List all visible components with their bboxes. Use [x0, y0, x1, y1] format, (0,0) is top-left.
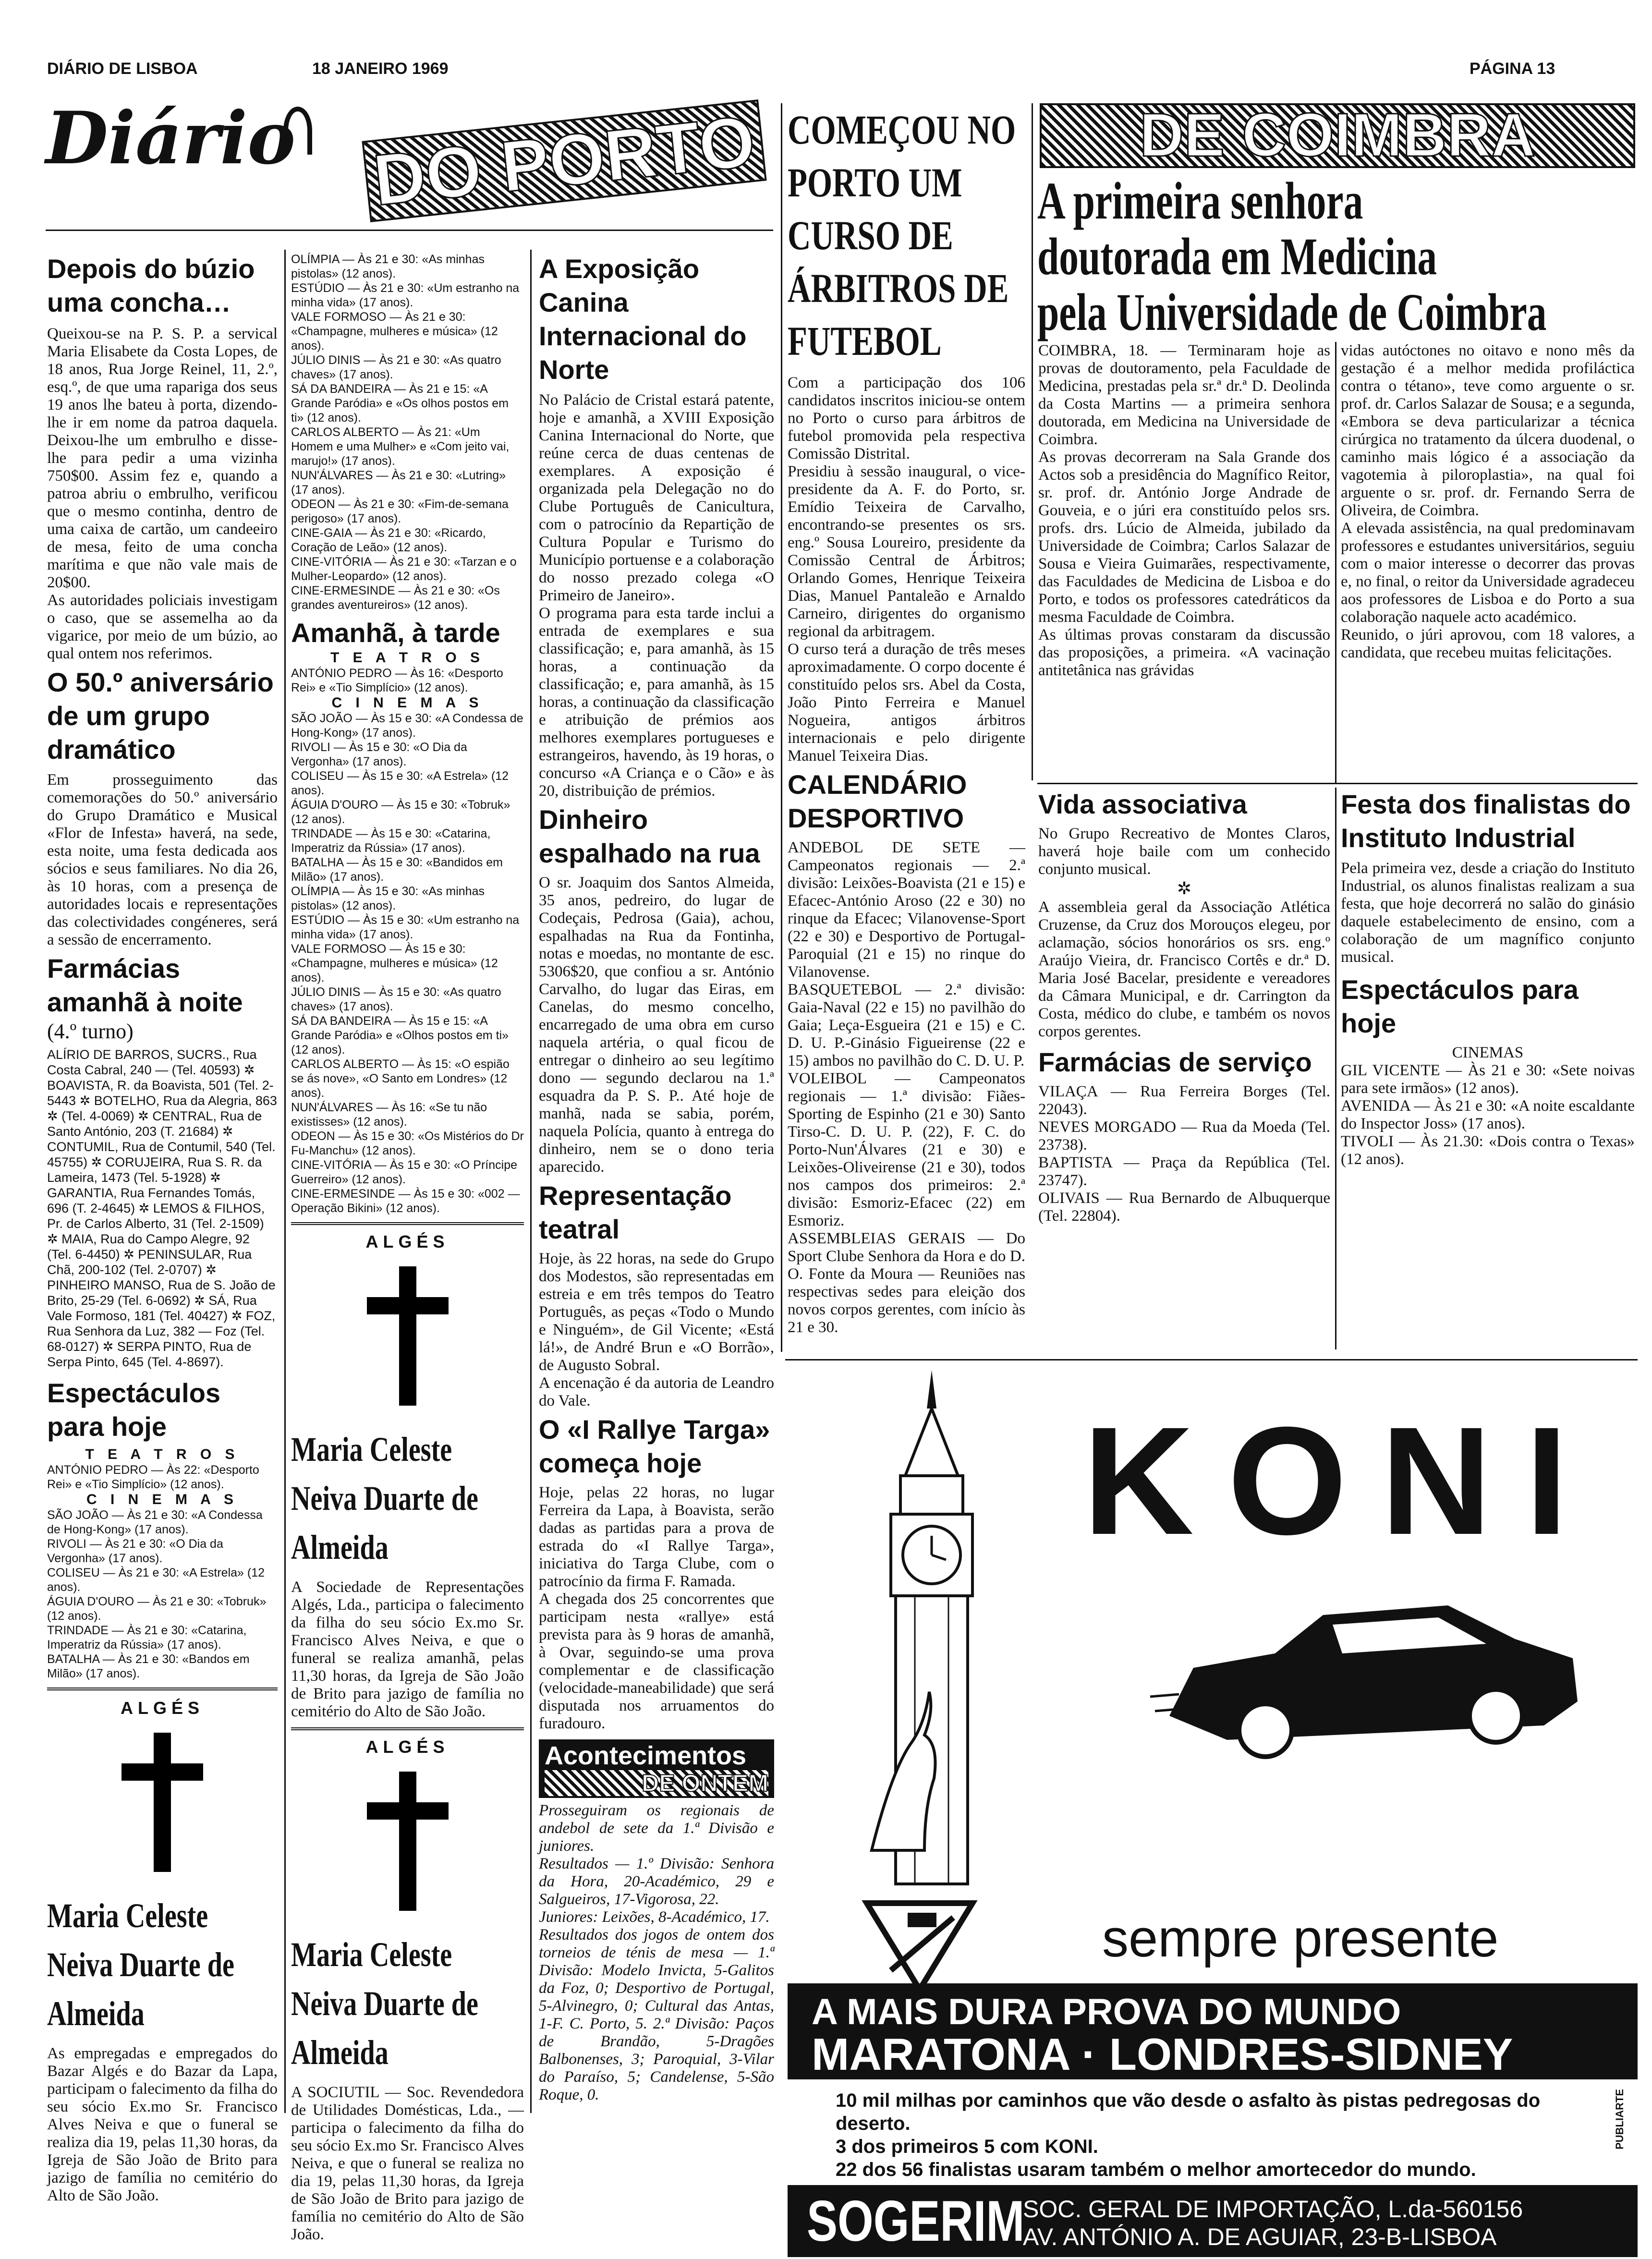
- calendario-andebol: ANDEBOL DE SETE — Campeonatos regionais — 2.ª divisão: Leixões-Boavista (21 e 15) e Efacec-António Aroso (22 e 30) no rinque da Efacec; Vilanovense-Sport (22 e 30) e Desportivo de Portugal-Paroquial (21 e 15) no rinque do Vilanovense.: [788, 839, 1025, 981]
- teatros-label: T E A T R O S: [330, 650, 485, 666]
- list-item: CINE-ERMESINDE — Às 15 e 30: «002 — Operação Bikini» (12 anos).: [291, 1187, 520, 1215]
- ad-banner: [788, 1983, 1638, 2079]
- obit-text: As empregadas e empregados do Bazar Algés e do Bazar da Lapa, participam o falecimento da filha do seu sócio Ex.mo Sr. Francisco Alves Neiva e que o funeral se realiza dia 19, pelas 11,30 horas, da Igreja de São João de Brito para jazigo de família no cemitério do Alto de São João.: [47, 2045, 278, 2204]
- paper-name: DIÁRIO DE LISBOA: [47, 60, 198, 78]
- asterisk-divider: ✲: [1177, 879, 1192, 898]
- list-item: OLÍMPIA — Às 15 e 30: «As minhas pistolas» (12 anos).: [291, 885, 485, 912]
- agency-credit: PUBLIARTE: [1614, 2089, 1626, 2150]
- ad-copy: [836, 2089, 1556, 2181]
- banner-line-2: MARATONA · LONDRES-SIDNEY: [812, 2029, 1513, 2079]
- car-illustration: [1150, 1586, 1592, 1759]
- acontecimentos-p3: Juniores: Leixões, 8-Académico, 17.: [539, 1908, 770, 1926]
- list-item: RIVOLI — Às 15 e 30: «O Dia da Vergonha» (17 anos).: [291, 741, 467, 768]
- obit-place: ALGÉS: [120, 1698, 204, 1718]
- obit-name: Maria Celeste Neiva Duarte de Almeida: [291, 1935, 478, 2072]
- masthead-rule: [46, 230, 773, 231]
- coimbra-col-b: [1341, 342, 1635, 784]
- coimbra-col-a: [1038, 342, 1330, 784]
- cinemas-list-cont: [291, 252, 524, 612]
- article-buzio-p1: Queixou-se na P. S. P. a servical Maria Elisabete da Costa Lopes, de 18 anos, Rua Jorge Reinel, 11, 2.º, esq.º, de que uma rapariga dos seus 19 anos lhe bateu à porta, dizendo-lhe ir em nome da patroa daquela. Deixou-lhe um embrulho e disse-lhe para pedir a uma vizinha 750$00. Assim fez e, quando a patroa abriu o embrulho, verificou que o mesmo continha, dentro de uma caixa de cartão, um candeeiro de mesa, feito de uma concha marítima e que não vale mais de 20$00.: [47, 325, 278, 591]
- banner-line-1: A MAIS DURA PROVA DO MUNDO: [812, 1992, 1401, 2032]
- cross-icon: [367, 1772, 449, 1911]
- page-number: PÁGINA 13: [1470, 60, 1555, 78]
- headline-aniversario: O 50.º aniversário de um grupo dramático: [47, 667, 274, 765]
- espectaculos-coimbra-list: [1341, 1062, 1635, 1168]
- headline-representacao: Representação teatral: [539, 1180, 732, 1244]
- list-item: BATALHA — Às 15 e 30: «Bandidos em Milão» (17 anos).: [291, 856, 503, 884]
- list-item: ODEON — Às 21 e 30: «Fim-de-semana perigoso» (17 anos).: [291, 498, 509, 525]
- headline-espectaculos: Espectáculos para hoje: [47, 1378, 221, 1442]
- coimbra-col-d: [1341, 788, 1635, 1349]
- coimbra-p3: As últimas provas constaram da discussão das proposições, a primeira. «A vacinação antitetânica nas grávidas: [1038, 626, 1330, 679]
- headline-dinheiro: Dinheiro espalhado na rua: [539, 804, 760, 868]
- list-item: CARLOS ALBERTO — Às 21: «Um Homem e uma Mulher» e «Com jeito vai, marujo!» (17 anos).: [291, 425, 510, 468]
- vida-p2: A assembleia geral da Associação Atlética Cruzense, da Cruz dos Morouços elegeu, por aclamação, sócios honorários os srs. eng.º Araújo Vieira, dr. Francisco Cortês e dr.ª D. Maria José Bacelar, presidente e vereadores da Câmara Municipal, e dr. Carrington da Costa, médico do clube, e também os novos corpos gerentes.: [1038, 899, 1330, 1040]
- calendario-basquetebol: BASQUETEBOL — 2.ª divisão: Gaia-Naval (22 e 15) no pavilhão do Gaia; Leça-Esgueira (21 e 15) e C. D. U. P.-Ginásio Figueirense (22 e 15) ambos no pavilhão do C. D. U. P.: [788, 981, 1025, 1069]
- column-rule: [781, 103, 782, 1352]
- column-rule: [284, 250, 286, 2113]
- column-rule: [1335, 788, 1336, 1349]
- coimbra-p1: COIMBRA, 18. — Terminaram hoje as provas de doutoramento, pela Faculdade de Medicina, prestadas pela sr.ª dr.ª D. Deolinda da Costa Martins — a primeira senhora doutorada, em Medicina na Universidade de Coimbra.: [1038, 342, 1330, 448]
- headline-vida: Vida associativa: [1038, 789, 1247, 819]
- obit-text: A Sociedade de Representações Algés, Lda., participa o falecimento da filha do seu sócio Ex.mo Sr. Francisco Alves Neiva, e que o funeral se realiza amanhã, pelas 11,30 horas, da Igreja de São João de Brito para jazigo de família no cemitério do Alto de São João.: [291, 1579, 524, 1720]
- list-item: NUN'ÁLVARES — Às 21 e 30: «Lutring» (17 anos).: [291, 469, 506, 497]
- acontecimentos-banner: [539, 1739, 774, 1798]
- column-4: [788, 103, 1025, 1352]
- headline-line: A primeira senhora: [1037, 171, 1363, 230]
- list-item: TRINDADE — Às 21 e 30: «Catarina, Imperatriz da Rússia» (17 anos).: [47, 1624, 247, 1652]
- koni-slogan: sempre presente: [1102, 1909, 1499, 1968]
- acontecimentos-p4: Resultados dos jogos de ontem dos torneios de ténis de mesa — 1.ª Divisão: Modelo Invicta, 5-Galitos da Foz, 0; Desportivo de Portugal, 5-Alvinegro, 0; Cultural das Antas, 1-F. C. Porto, 5. 2.ª Divisão: Paços de Brandão, 5-Dragões Balbonenses, 3; Paroquial, 3-Vilar do Paraíso, 5; Candelense, 5-São Roque, 0.: [539, 1926, 774, 2103]
- list-item: TIVOLI — Às 21.30: «Dois contra o Texas» (12 anos).: [1341, 1133, 1635, 1168]
- list-item: BATALHA — Às 21 e 30: «Bandos em Milão» (17 anos).: [47, 1652, 250, 1680]
- cinemas-label: CINEMAS: [1452, 1044, 1524, 1061]
- calendario-assembleias: ASSEMBLEIAS GERAIS — Do Sport Clube Senhora da Hora e do D. O. Fonte da Moura — Reuniões nas respectivas sedes para eleição dos novos corpos gerentes, com início às 21 e 30.: [788, 1230, 1025, 1336]
- cross-icon: [121, 1733, 203, 1872]
- column-1: [47, 252, 278, 2221]
- farmacias-turno: (4.º turno): [47, 1020, 134, 1043]
- teatros-list: [47, 1463, 278, 1492]
- coimbra-p5: A elevada assistência, na qual predominavam professores e estudantes universitários, seguiu com o maior interesse o decorrer das provas e, no final, o reitor da Universidade agradeceu aos professores de Lisboa e do Porto a sua colaboração naquele acto académico.: [1341, 520, 1635, 626]
- list-item: TRINDADE — Às 15 e 30: «Catarina, Imperatriz da Rússia» (17 anos).: [291, 827, 491, 855]
- obit-name: Maria Celeste Neiva Duarte de Almeida: [291, 1430, 478, 1567]
- cinemas-list: [47, 1508, 278, 1681]
- headline-farmacias: Farmácias amanhã à noite: [47, 953, 243, 1017]
- koni-brand: KONI: [1083, 1395, 1602, 1567]
- acontecimentos-p1: Prosseguiram os regionais de andebol de sete da 1.ª Divisão e juniores.: [539, 1802, 774, 1855]
- coimbra-p6: Reunido, o júri aprovou, com 18 valores, a candidata, que recebeu muitas felicitações.: [1341, 626, 1635, 661]
- cinemas-label: C I N E M A S: [331, 695, 484, 711]
- article-representacao-p2: A encenação é da autoria de Leandro do Vale.: [539, 1374, 774, 1409]
- masthead-flourish: [283, 107, 312, 155]
- sogerim-address-1: SOC. GERAL DE IMPORTAÇÃO, L.da-560156: [1023, 2196, 1523, 2223]
- list-item: SÃO JOÃO — Às 15 e 30: «A Condessa de Hong-Kong» (17 anos).: [291, 712, 523, 740]
- article-aniversario: Em prosseguimento das comemorações do 50.º aniversário do Grupo Dramático e Musical «Flor de Infesta» haverá, na sede, esta noite, uma festa dedicada aos sócios e seus familiares. No dia 26, às 10 horas, com a presença de autoridades locais e representações das colectividades congéneres, será a sessão de encerramento.: [47, 771, 278, 948]
- headline-espectaculos-coimbra: Espectáculos para hoje: [1341, 974, 1579, 1038]
- acontecimentos-subtitle: DE ONTEM: [545, 1770, 768, 1796]
- sogerim-address-2: AV. ANTÓNIO A. DE AGUIAR, 23-B-LISBOA: [1023, 2223, 1497, 2250]
- coimbra-band: DE COIMBRA: [1040, 103, 1635, 168]
- obit-name: Maria Celeste Neiva Duarte de Almeida: [47, 1896, 234, 2033]
- acontecimentos-title: Acontecimentos: [545, 1741, 747, 1770]
- list-item: OLIVAIS — Rua Bernardo de Albuquerque (Tel. 22804).: [1038, 1190, 1330, 1225]
- article-exposicao-p2: O programa para esta tarde inclui a entrada de exemplares e sua classificação; e, para amanhã, às 15 horas, a continuação da classificação; e, para amanhã, às 15 horas, a continuação da classificação e atribuição de prémios aos melhores exemplares portugueses e estrangeiros, havendo, às 19 horas, o concurso «A Criança e o Cão» e às 20, distribuição de prémios.: [539, 605, 774, 800]
- list-item: CINE-GAIA — Às 21 e 30: «Ricardo, Coração de Leão» (12 anos).: [291, 526, 486, 554]
- article-arbitros-p2: Presidiu à sessão inaugural, o vice-presidente da A. F. do Porto, sr. Emídio Teixeira de Carvalho, encontrando-se presentes os srs. eng.º Sousa Loureiro, presidente da Comissão Central de Árbitros; Orlando Gomes, Henrique Teixeira Dias, Manuel Pantaleão e Arnaldo Carneiro, dirigentes do organismo regional da arbitragem.: [788, 463, 1025, 640]
- list-item: JÚLIO DINIS — Às 15 e 30: «As quatro chaves» (17 anos).: [291, 985, 501, 1013]
- column-3: [539, 252, 774, 2221]
- masthead-script: Diário: [46, 96, 296, 181]
- article-rallye-p2: A chegada dos 25 concorrentes que participam nesta «rallye» está prevista para às 9 horas de amanhã, à Ovar, seguindo-se uma prova complementar e de classificação (velocidade-maneabilidade) que será disputada nos arruamentos do furadouro.: [539, 1591, 774, 1732]
- section-rule: [1037, 783, 1638, 784]
- list-item: SÃO JOÃO — Às 21 e 30: «A Condessa de Hong-Kong» (17 anos).: [47, 1508, 263, 1536]
- list-item: GIL VICENTE — Às 21 e 30: «Sete noivas para sete irmãos» (12 anos).: [1341, 1062, 1635, 1097]
- list-item: JÚLIO DINIS — Às 21 e 30: «As quatro chaves» (17 anos).: [291, 353, 501, 381]
- column-2: [291, 252, 524, 2243]
- article-rallye-p1: Hoje, pelas 22 horas, no lugar Ferreira da Lapa, à Boavista, serão dadas as partidas para a prova de estrada do «I Rallye Targa», iniciativa do Targa Clube, com o patrocínio da firma F. Ramada.: [539, 1484, 774, 1590]
- list-item: CINE-VITÓRIA — Às 15 e 30: «O Príncipe Guerreiro» (12 anos).: [291, 1158, 518, 1186]
- list-item: ANTÓNIO PEDRO — Às 16: «Desporto Rei» e «Tio Simplício» (12 anos).: [291, 667, 503, 694]
- list-item: CINE-ERMESINDE — Às 21 e 30: «Os grandes aventureiros» (12 anos).: [291, 584, 500, 612]
- pharmacy-list: ALÍRIO DE BARROS, SUCRS., Rua Costa Cabral, 240 — (Tel. 40593) ✲ BOAVISTA, R. da Boavista, 501 (Tel. 2-5443 ✲ BOTELHO, Rua da Alegria, 863 ✲ (Tel. 4-0069) ✲ CENTRAL, Rua de Santo António, 203 (T. 21684) ✲ CONTUMIL, Rua de Contumil, 540 (Tel. 45755) ✲ CORUJEIRA, Rua S. R. da Lameira, 1473 (Tel. 5-1928) ✲ GARANTIA, Rua Fernandes Tomás, 696 (T. 2-4645) ✲ LEMOS & FILHOS, Pr. de Carlos Alberto, 31 (Tel. 2-1509) ✲ MAIA, Rua do Campo Alegre, 92 (Tel. 6-4450) ✲ PENINSULAR, Rua Chã, 200-102 (Tel. 2-0707) ✲ PINHEIRO MANSO, Rua de S. João de Brito, 25-29 (Tel. 6-0692) ✲ SÁ, Rua Vale Formoso, 181 (Tel. 40427) ✲ FOZ, Rua Senhora da Luz, 382 — Foz (Tel. 68-0127) ✲ SERPA PINTO, Rua de Serpa Pinto, 645 (Tel. 4-8697).: [47, 1047, 277, 1369]
- cinemas-list-amanha: [291, 711, 524, 1215]
- headline-line: doutorada em Medicina: [1037, 227, 1437, 286]
- coimbra-headline: [1037, 173, 1638, 340]
- cinemas-label: C I N E M A S: [86, 1492, 239, 1507]
- obituary-1: [47, 1688, 278, 2205]
- column-rule: [530, 250, 532, 2113]
- list-item: CINE-VITÓRIA — Às 21 e 30: «Tarzan e o Mulher-Leopardo» (12 anos).: [291, 555, 517, 583]
- obit-place: ALGÉS: [365, 1737, 449, 1757]
- list-item: VALE FORMOSO — Às 21 e 30: «Champagne, mulheres e música» (12 anos).: [291, 310, 498, 352]
- farmacias-coimbra-list: [1038, 1083, 1330, 1225]
- cross-icon: [367, 1266, 449, 1406]
- list-item: ODEON — Às 15 e 30: «Os Mistérios do Dr Fu-Manchu» (12 anos).: [291, 1130, 524, 1157]
- big-ben-illustration: [843, 1370, 1020, 1898]
- obituary-2: [291, 1222, 524, 1721]
- issue-date: 18 JANEIRO 1969: [312, 60, 449, 78]
- coimbra-p4: vidas autóctones no oitavo e nono mês da gestação é a melhor medida profiláctica contra o tétano», teve como arguente o sr. prof. dr. Carlos Salazar de Sousa; e a segunda, «Embora se deva particularizar a técnica cirúrgica no tratamento da úlcera duodenal, o caminho mais lógico é a associação da vagotemia à piloroplastia», na qual foi arguente o sr. prof. dr. Fernando Serra de Oliveira, de Coimbra.: [1341, 342, 1635, 519]
- headline-arbitros: COMEÇOU NO PORTO UM CURSO DE ÁRBITROS DE FUTEBOL: [788, 107, 1016, 364]
- headline-line: pela Universidade de Coimbra: [1037, 283, 1547, 341]
- article-arbitros-p3: O curso terá a duração de três meses aproximadamente. O corpo docente é constituído pelos srs. Abel da Costa, João Pinto Ferreira e Manuel Nogueira, antigos árbitros internacionais e pelo dirigente Manuel Teixeira Dias.: [788, 641, 1025, 765]
- calendario-voleibol: VOLEIBOL — Campeonatos regionais — 1.ª divisão: Fiães-Sporting de Espinho (21 e 30) Santo Tirso-C. D. U. P. (22), F. C. do Porto-Nun'Álvares (21 e 30) e Leixões-Oliveirense (21 e 30), todos nos campos dos primeiros: 2.ª divisão: Esmoriz-Efacec (22) em Esmoriz.: [788, 1070, 1025, 1229]
- list-item: ÁGUIA D'OURO — Às 21 e 30: «Tobruk» (12 anos).: [47, 1595, 267, 1623]
- article-representacao-p1: Hoje, às 22 horas, na sede do Grupo dos Modestos, são representadas em estreia e em três tempos do Teatro Português, as peças «Todo o Mundo e Ninguém», de Gil Vicente; «Está lá!», de André Brun e «O Borrão», de Augusto Sobral.: [539, 1250, 774, 1374]
- list-item: AVENIDA — Às 21 e 30: «A noite escaldante do Inspector Joss» (17 anos).: [1341, 1097, 1635, 1132]
- ad-copy-line: 22 dos 56 finalistas usaram também o melhor amortecedor do mundo.: [836, 2159, 1476, 2180]
- list-item: ESTÚDIO — Às 15 e 30: «Um estranho na minha vida» (17 anos).: [291, 913, 520, 941]
- headline-exposicao: A Exposição Canina Internacional do Norte: [539, 254, 747, 385]
- sogerim-bar: [788, 2185, 1638, 2257]
- ad-copy-line: 10 mil milhas por caminhos que vão desde o asfalto às pistas pedregosas do deserto.: [836, 2090, 1541, 2134]
- ad-copy-line: 3 dos primeiros 5 com KONI.: [836, 2136, 1098, 2157]
- list-item: ESTÚDIO — Às 21 e 30: «Um estranho na minha vida» (17 anos).: [291, 281, 520, 309]
- article-buzio-p2: As autoridades policiais investigam o caso, que se assemelha ao da vigarice, por meio de um búzio, ao qual ontem nos referimos.: [47, 592, 278, 662]
- article-dinheiro: O sr. Joaquim dos Santos Almeida, 35 anos, pedreiro, do lugar de Codeçais, Pedrosa (Gaia), achou, espalhadas na Rua da Fontinha, notas e moedas, no montante de esc. 5306$20, que confiou a sr. António Carvalho, do lugar das Eiras, em Canelas, do mesmo concelho, encarregado de uma obra em curso naquela artéria, o qual ficou de entregar o dinheiro ao seu legítimo dono — segundo declarou na 1.ª esquadra da P. S. P.. Até hoje de manhã, nada se sabia, porém, naquela Polícia, quanto à entrega do dinheiro, nem se o dono teria aparecido.: [539, 874, 774, 1176]
- sogerim-logo: SOGERIM: [807, 2189, 1025, 2253]
- list-item: RIVOLI — Às 21 e 30: «O Dia da Vergonha» (17 anos).: [47, 1537, 223, 1565]
- list-item: VILAÇA — Rua Ferreira Borges (Tel. 22043).: [1038, 1083, 1330, 1118]
- headline-amanha: Amanhã, à tarde: [291, 618, 500, 648]
- coimbra-col-c: [1038, 788, 1330, 1349]
- column-rule: [1335, 342, 1336, 784]
- list-item: OLÍMPIA — Às 21 e 30: «As minhas pistolas» (12 anos).: [291, 253, 485, 280]
- list-item: CARLOS ALBERTO — Às 15: «O espião se ás nove», «O Santo em Londres» (12 anos).: [291, 1057, 510, 1100]
- obituary-3: [291, 1727, 524, 2244]
- headline-calendario: CALENDÁRIO DESPORTIVO: [788, 769, 967, 833]
- list-item: NUN'ÁLVARES — Às 16: «Se tu não existisses» (12 anos).: [291, 1101, 487, 1129]
- column-rule: [1032, 103, 1033, 780]
- list-item: BAPTISTA — Praça da República (Tel. 23747).: [1038, 1154, 1330, 1189]
- vida-p1: No Grupo Recreativo de Montes Claros, haverá hoje baile com um conhecido conjunto musical.: [1038, 825, 1330, 878]
- article-arbitros-p1: Com a participação dos 106 candidatos inscritos iniciou-se ontem no Porto o curso para árbitros de futebol promovida pela respectiva Comissão Distrital.: [788, 374, 1025, 462]
- list-item: COLISEU — Às 21 e 30: «A Estrela» (12 anos).: [47, 1566, 265, 1594]
- teatros-label: T E A T R O S: [85, 1446, 240, 1462]
- headline-festa: Festa dos finalistas do Instituto Industrial: [1341, 789, 1631, 853]
- article-exposicao-p1: No Palácio de Cristal estará patente, hoje e amanhã, a XVIII Exposição Canina Internacional do Norte, que reúne cerca de duas centenas de exemplares. A exposição é organizada pela Delegação no do Clube Português de Canicultura, com o patrocínio da Repartição de Cultura Popular e Turismo do Município portuense e a colaboração do nosso prezado colega «O Primeiro de Janeiro».: [539, 391, 774, 604]
- obit-text: A SOCIUTIL — Soc. Revendedora de Utilidades Domésticas, Lda., — participa o falecimento da filha do seu sócio Ex.mo Sr. Francisco Alves Neiva, e que o funeral se realiza no dia 19, pelas 11,30 horas, da Igreja de São João de Brito para jazigo de família no cemitério do Alto de São João.: [291, 2084, 524, 2243]
- koni-shield-icon: [862, 1898, 977, 1994]
- list-item: SÁ DA BANDEIRA — Às 21 e 15: «A Grande Paródia» e «Os olhos postos em ti» (12 anos).: [291, 382, 509, 425]
- acontecimentos-p2: Resultados — 1.º Divisão: Senhora da Hora, 20-Académico, 29 e Salgueiros, 17-Vigorosa, 22.: [539, 1855, 774, 1908]
- list-item: COLISEU — Às 15 e 30: «A Estrela» (12 anos).: [291, 769, 509, 797]
- coimbra-p2: As provas decorreram na Sala Grande dos Actos sob a presidência do Magnífico Reitor, sr. prof. dr. António Jorge Andrade de Gouveia, e o júri era constituído pelos srs. profs. drs. Lúcio de Almeida, jubilado da Universidade de Coimbra; Carlos Salazar de Sousa e Vieira Guimarães, respectivamente, das Faculdades de Medicina de Lisboa e do Porto, e todos os professores catedráticos da mesma Faculdade de Coimbra.: [1038, 449, 1330, 626]
- masthead-band: DO PORTO: [362, 99, 766, 222]
- headline-buzio: Depois do búzio uma concha…: [47, 254, 255, 317]
- obit-place: ALGÉS: [365, 1232, 449, 1251]
- list-item: SÁ DA BANDEIRA — Às 15 e 15: «A Grande Paródia» e «Olhos postos em ti» (12 anos).: [291, 1014, 509, 1057]
- list-item: NEVES MORGADO — Rua da Moeda (Tel. 23738).: [1038, 1118, 1330, 1154]
- list-item: ANTÓNIO PEDRO — Às 22: «Desporto Rei» e «Tio Simplício» (12 anos).: [47, 1463, 259, 1491]
- headline-rallye: O «I Rallye Targa» começa hoje: [539, 1414, 770, 1478]
- list-item: VALE FORMOSO — Às 15 e 30: «Champagne, mulheres e música» (12 anos).: [291, 942, 498, 984]
- festa-text: Pela primeira vez, desde a criação do Instituto Industrial, os alunos finalistas realizam a sua festa, que hoje decorrerá no salão do ginásio daquele estabelecimento de ensino, com a colaboração de um magnífico conjunto musical.: [1341, 860, 1635, 966]
- headline-farmacias-coimbra: Farmácias de serviço: [1038, 1047, 1312, 1077]
- list-item: ÁGUIA D'OURO — Às 15 e 30: «Tobruk» (12 anos).: [291, 798, 510, 826]
